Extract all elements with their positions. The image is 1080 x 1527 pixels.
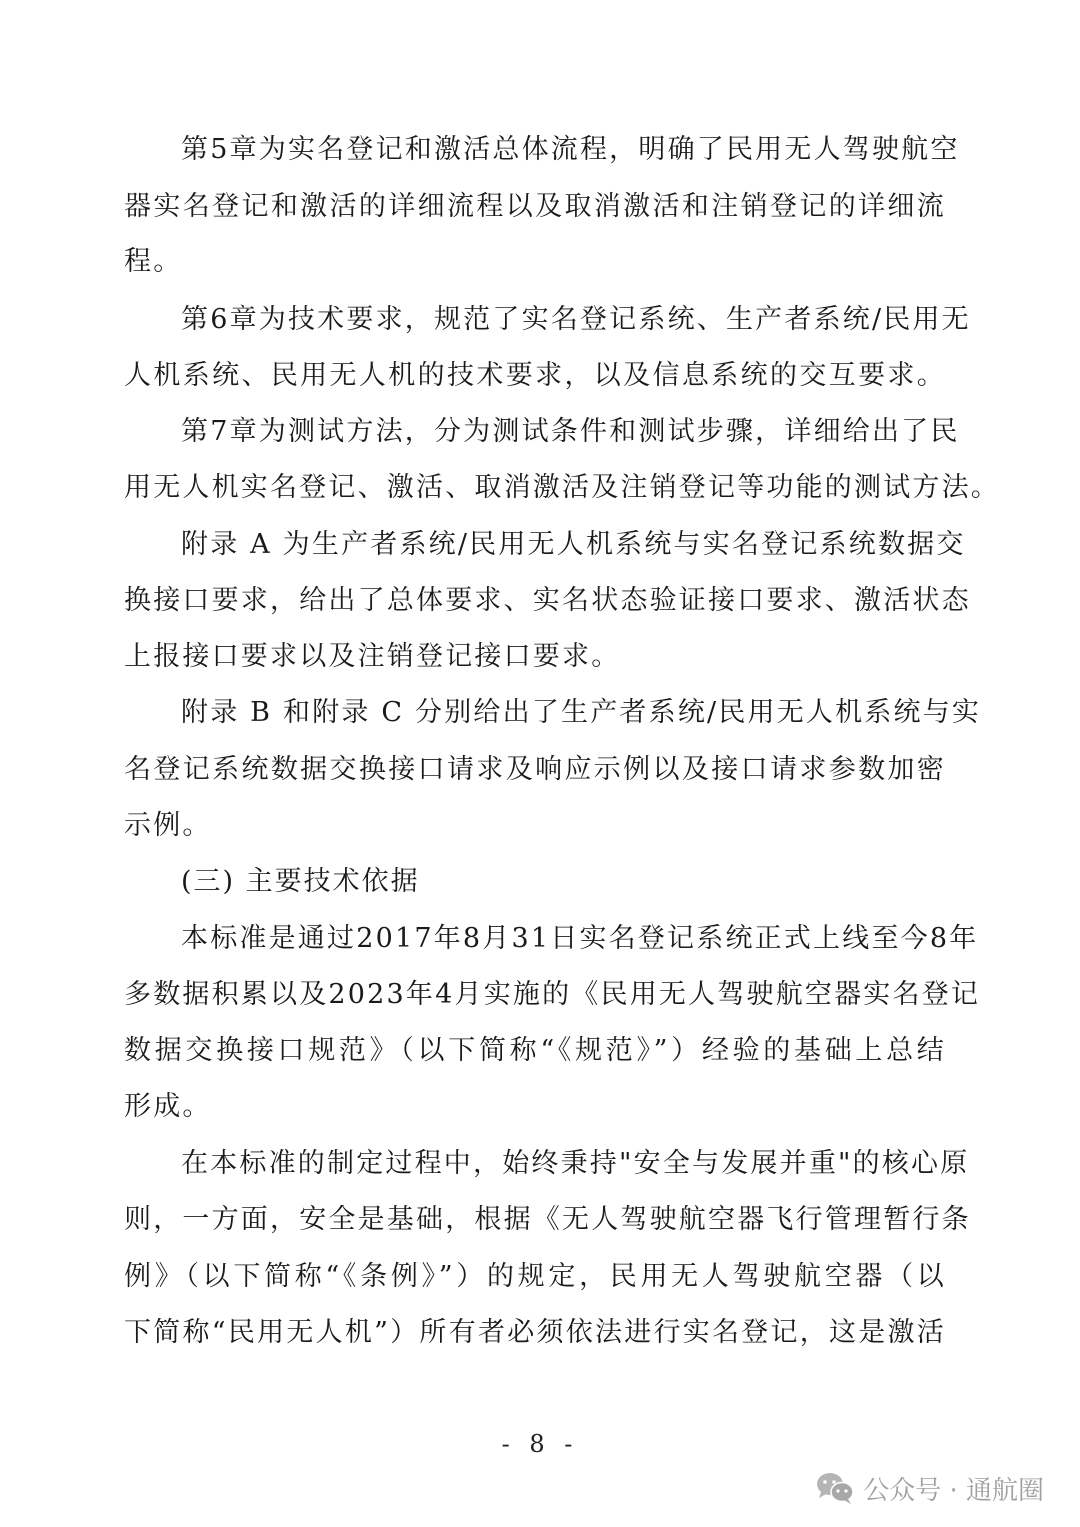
paragraph-line: 第7章为测试方法，分为测试条件和测试步骤，详细给出了民: [181, 416, 960, 447]
paragraph-line: 人机系统、民用无人机的技术要求，以及信息系统的交互要求。: [124, 360, 946, 391]
paragraph-line: 数据交换接口规范》（以下简称“《规范》”）经验的基础上总结: [124, 1035, 946, 1066]
paragraph-line: 器实名登记和激活的详细流程以及取消激活和注销登记的详细流: [124, 191, 946, 222]
paragraph-line: 在本标准的制定过程中，始终秉持"安全与发展并重"的核心原: [181, 1148, 970, 1179]
paragraph-line: 附录 A 为生产者系统/民用无人机系统与实名登记系统数据交: [181, 529, 966, 560]
paragraph-line: 例》（以下简称“《条例》”）的规定，民用无人驾驶航空器（以: [124, 1261, 946, 1292]
paragraph-line: 形成。: [124, 1091, 212, 1122]
wechat-icon: [815, 1471, 855, 1505]
section-heading: (三) 主要技术依据: [181, 866, 420, 897]
paragraph-line: 换接口要求，给出了总体要求、实名状态验证接口要求、激活状态: [124, 585, 971, 616]
paragraph-line: 名登记系统数据交换接口请求及响应示例以及接口请求参数加密: [124, 754, 946, 785]
watermark-text: 公众号 · 通航圈: [863, 1475, 1044, 1506]
paragraph-line: 多数据积累以及2023年4月实施的《民用无人驾驶航空器实名登记: [124, 979, 981, 1010]
watermark: [815, 1468, 1044, 1508]
page-number: - 8 -: [501, 1430, 579, 1458]
paragraph-line: 上报接口要求以及注销登记接口要求。: [124, 641, 621, 672]
paragraph-line: 程。: [124, 246, 183, 277]
paragraph-line: 下简称“民用无人机”）所有者必须依法进行实名登记，这是激活: [124, 1317, 946, 1348]
paragraph-line: 第5章为实名登记和激活总体流程，明确了民用无人驾驶航空: [181, 134, 960, 165]
paragraph-line: 本标准是通过2017年8月31日实名登记系统正式上线至今8年: [181, 923, 979, 954]
paragraph-line: 则，一方面，安全是基础，根据《无人驾驶航空器飞行管理暂行条: [124, 1204, 971, 1235]
paragraph-line: 第6章为技术要求，规范了实名登记系统、生产者系统/民用无: [181, 304, 971, 335]
paragraph-line: 用无人机实名登记、激活、取消激活及注销登记等功能的测试方法。: [124, 472, 1000, 503]
paragraph-line: 附录 B 和附录 C 分别给出了生产者系统/民用无人机系统与实: [181, 697, 982, 728]
paragraph-line: 示例。: [124, 810, 212, 841]
